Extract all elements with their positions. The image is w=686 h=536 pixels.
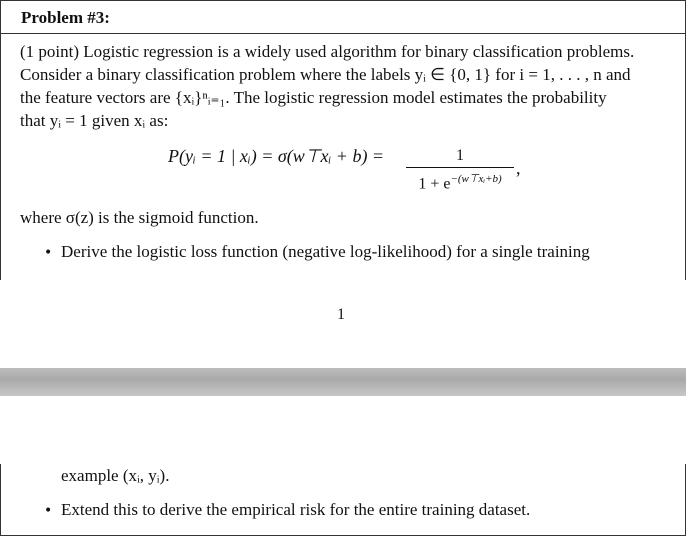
bullet-dot: • (44, 245, 53, 261)
equation-lhs: P(yᵢ = 1 | xᵢ) = σ(w⊤xᵢ + b) = (168, 146, 385, 166)
intro-line: the feature vectors are {xᵢ}ⁿᵢ₌₁. The logistic regression model estimates the probability (20, 88, 607, 107)
bullet-item: Extend this to derive the empirical risk for the entire training dataset. (61, 500, 531, 519)
problem-heading: Problem #3: (21, 8, 110, 27)
intro-line: Consider a binary classification problem where the labels yᵢ ∈ {0, 1} for i = 1, . . . , n and (20, 65, 631, 84)
intro-line: (1 point) Logistic regression is a widely used algorithm for binary classification problems. (20, 42, 635, 61)
fraction-denominator: $1 + e^{-(w⊤xᵢ+b)}$ (418, 173, 502, 193)
intro-paragraph (20, 40, 668, 132)
document-page-2 (0, 396, 686, 536)
fraction-bar (406, 167, 514, 168)
continuation-text: example (xᵢ, yᵢ). (61, 466, 170, 485)
page-gap (0, 368, 686, 396)
bullet-item: Derive the logistic loss function (negative log-likelihood) for a single training (61, 242, 590, 261)
bullet-dot: • (44, 503, 53, 519)
page-number: 1 (337, 306, 345, 323)
equation-trailing: , (516, 158, 521, 178)
left-border (0, 0, 1, 280)
equation-fraction (406, 146, 514, 194)
exponent: −(w⊤xᵢ+b) (450, 173, 502, 185)
left-border (0, 464, 1, 536)
heading-rule (0, 33, 686, 34)
intro-line: that yᵢ = 1 given xᵢ as: (20, 111, 169, 130)
fraction-numerator: 1 (456, 147, 464, 164)
top-rule (0, 0, 686, 1)
sigmoid-note: where σ(z) is the sigmoid function. (20, 208, 259, 227)
